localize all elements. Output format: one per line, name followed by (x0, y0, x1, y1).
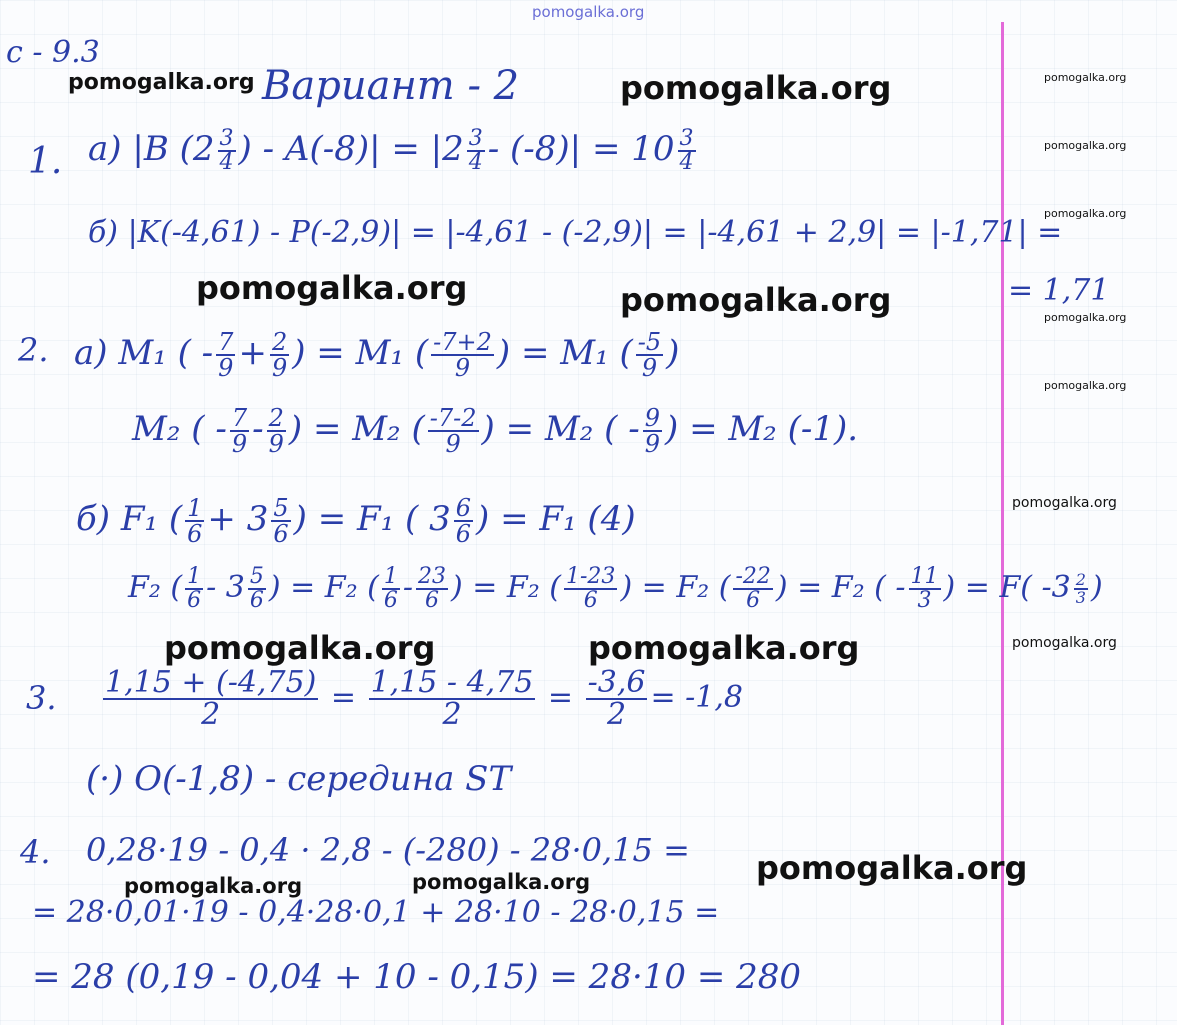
equals: = (538, 680, 583, 715)
fraction: $\frac{1}{6}$ (383, 564, 398, 613)
task2-a1-line (74, 330, 679, 380)
watermark: pomogalka.org (196, 269, 468, 307)
watermark: pomogalka.org (620, 281, 892, 319)
task3-line1 (100, 665, 743, 732)
task2-a2-pre: M₂ ( - (132, 409, 227, 449)
fraction: $\frac{1}{6}$ (187, 494, 203, 548)
fraction: $\frac{2}{3}$ (1075, 570, 1086, 607)
task3-tail: = -1,8 (650, 680, 743, 715)
task1-b-label: б) (88, 215, 119, 250)
task1-b-cont: = 1,71 (1008, 273, 1110, 308)
watermark: pomogalka.org (124, 874, 303, 898)
watermark: pomogalka.org (1012, 635, 1117, 651)
task2-b1-line (76, 496, 636, 546)
fraction: $\frac{7}{9}$ (218, 328, 234, 382)
fraction: $\frac{9}{9}$ (644, 404, 660, 458)
task2-number: 2. (18, 331, 49, 369)
watermark: pomogalka.org (1044, 379, 1127, 392)
watermark: pomogalka.org (588, 629, 860, 667)
task2-b2-mid4: ) = F₂ ( (620, 570, 731, 605)
task2-b2-mid6: ) = F( -3 (943, 570, 1071, 605)
task2-b2-end: ) (1090, 570, 1103, 605)
task1-a-line (88, 128, 699, 174)
task1-a-pre: |B (2 (132, 129, 215, 169)
watermark: pomogalka.org (756, 849, 1028, 887)
fraction: $\frac{5}{6}$ (249, 564, 264, 613)
fraction: $\frac{1}{6}$ (187, 564, 202, 613)
task1-a-mid2: - (-8)| = 10 (487, 129, 675, 169)
operator: + (238, 333, 267, 373)
task2-a2-mid: ) = M₂ ( (288, 409, 425, 449)
fraction: $\frac{1,15 - 4,75}{2}$ (370, 665, 534, 732)
fraction: $\frac{-22}{6}$ (735, 564, 771, 613)
task1-a-mid: ) - A(-8)| = |2 (238, 129, 464, 169)
task2-b2-line (128, 566, 1103, 612)
task2-b2-mid3: ) = F₂ ( (451, 570, 561, 605)
task1-a-label: а) (88, 129, 122, 169)
task2-b1-mid: + 3 (207, 499, 269, 539)
fraction: $\frac{1,15 + (-4,75)}{2}$ (105, 665, 317, 732)
watermark: pomogalka.org (1044, 207, 1127, 220)
fraction: $\frac{3}{4}$ (679, 126, 694, 175)
watermark: pomogalka.org (164, 629, 436, 667)
watermark: pomogalka.org (1044, 71, 1127, 84)
fraction: $\frac{6}{6}$ (455, 494, 472, 548)
task2-a1-pre: M₁ ( - (118, 333, 214, 373)
fraction: $\frac{7}{9}$ (231, 404, 248, 458)
task1-number: 1. (28, 141, 63, 182)
task2-a2-mid2: ) = M₂ ( - (481, 409, 640, 449)
fraction: $\frac{2}{9}$ (268, 404, 284, 458)
watermark: pomogalka.org (68, 70, 255, 95)
fraction: $\frac{5}{6}$ (273, 494, 289, 548)
task2-a1-mid: ) = M₁ ( (292, 333, 429, 373)
fraction: $\frac{23}{6}$ (418, 564, 446, 613)
task2-b2-mid5: ) = F₂ ( - (775, 570, 906, 605)
task3-number: 3. (26, 679, 57, 717)
task2-b-label: б) (76, 499, 111, 539)
task2-a-label: а) (74, 333, 108, 373)
task2-a2-line (132, 406, 858, 456)
task4-number: 4. (20, 833, 51, 871)
equals: = (321, 680, 366, 715)
task2-b1-mid2: ) = F₁ ( 3 (293, 499, 451, 539)
task4-line3: = 28 (0,19 - 0,04 + 10 - 0,15) = 28·10 = 280 (32, 957, 802, 997)
fraction: $\frac{2}{9}$ (271, 328, 288, 382)
task4-line1: 0,28·19 - 0,4 · 2,8 - (-280) - 28·0,15 = (86, 831, 690, 869)
fraction: $\frac{3}{4}$ (219, 126, 234, 175)
task1-b-line (88, 215, 1063, 250)
task2-a1-mid2: ) = M₁ ( (496, 333, 633, 373)
watermark: pomogalka.org (620, 69, 892, 107)
task2-b2-mid2: ) = F₂ ( (268, 570, 379, 605)
watermark: pomogalka.org (1012, 495, 1117, 511)
task2-a2-end: ) = M₂ (-1). (665, 409, 859, 449)
variant-title: Вариант - 2 (262, 63, 520, 109)
operator: - (402, 570, 413, 605)
fraction: $\frac{3}{4}$ (468, 126, 483, 175)
fraction: $\frac{1-23}{6}$ (566, 564, 616, 613)
watermark-top: pomogalka.org (532, 3, 645, 21)
fraction: $\frac{-5}{9}$ (637, 328, 662, 382)
fraction: $\frac{11}{3}$ (910, 564, 939, 613)
task2-b2-mid: - 3 (206, 570, 245, 605)
operator: - (252, 409, 264, 449)
task2-b2-pre: F₂ ( (128, 570, 183, 605)
fraction: $\frac{-7+2}{9}$ (433, 328, 492, 382)
task2-a1-end: ) (666, 333, 680, 373)
task1-b-text: |K(-4,61) - P(-2,9)| = |-4,61 - (-2,9)| = |-4,61 + 2,9| = |-1,71| = (127, 215, 1063, 250)
watermark: pomogalka.org (1044, 139, 1127, 152)
fraction: $\frac{-7-2}{9}$ (429, 404, 477, 458)
watermark: pomogalka.org (412, 870, 591, 894)
fraction: $\frac{-3,6}{2}$ (587, 665, 646, 732)
task2-b1-pre: F₁ ( (120, 499, 183, 539)
task2-b1-end: ) = F₁ (4) (476, 499, 636, 539)
watermark: pomogalka.org (1044, 311, 1127, 324)
task4-line2: = 28·0,01·19 - 0,4·28·0,1 + 28·10 - 28·0,15 = (32, 895, 720, 930)
section-label: с - 9.3 (6, 35, 100, 70)
task3-line2: (·) O(-1,8) - середина ST (86, 759, 512, 799)
